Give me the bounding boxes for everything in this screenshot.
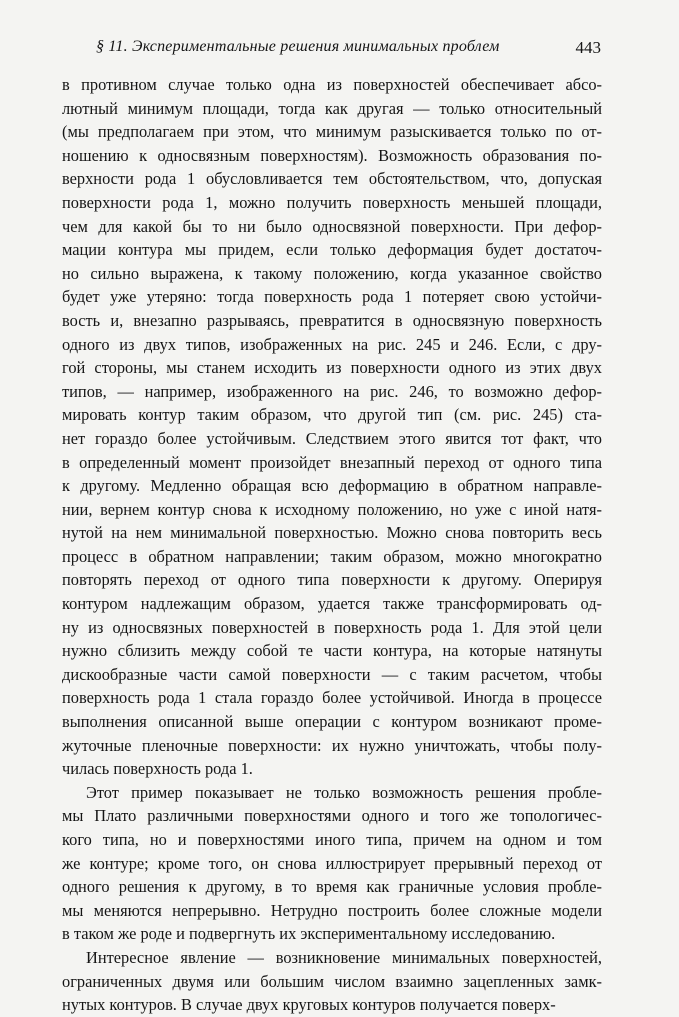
text-line: мы меняются непрерывно. Нетрудно построить более сложные модели bbox=[62, 900, 602, 920]
body-text bbox=[62, 73, 602, 1017]
text-line: в противном случае только одна из поверхностей обеспечивает абсо- bbox=[62, 75, 602, 94]
text-line: верхности рода 1 обусловливается тем обстоятельством, что, допуская bbox=[62, 169, 602, 189]
text-line: одного из двух типов, изображенных на рис. 245 и 246. Если, с дру- bbox=[62, 334, 602, 354]
text-line: в определенный момент произойдет внезапный переход от одного типа bbox=[62, 452, 602, 472]
page-header bbox=[96, 38, 601, 62]
text-line: будет уже утеряно: тогда поверхность рода 1 потеряет свою устойчи- bbox=[62, 287, 602, 307]
text-line: мации контура мы придем, если только деформация будет достаточ- bbox=[62, 240, 602, 260]
text-line: лютный минимум площади, тогда как другая — только относительный bbox=[62, 98, 602, 118]
paragraph bbox=[62, 73, 602, 781]
text-line: кого типа, но и поверхностями иного типа, причем на одном и том bbox=[62, 830, 602, 849]
text-line: нутой на нем минимальной поверхностью. Можно снова повторить весь bbox=[62, 523, 602, 543]
text-line: чилась поверхность рода 1. bbox=[62, 759, 253, 779]
text-line: жуточные пленочные поверхности: их нужно уничтожать, чтобы полу- bbox=[62, 735, 602, 755]
text-line: но сильно выражена, к такому положению, когда указанное свойство bbox=[62, 263, 602, 283]
text-line: ограниченных двумя или большим числом взаимно зацепленных замк- bbox=[62, 971, 602, 991]
text-line: вость и, внезапно разрываясь, превратится в односвязную поверхность bbox=[62, 310, 602, 330]
text-line: нии, вернем контур снова к исходному положению, но уже с иной натя- bbox=[62, 499, 602, 519]
text-line: поверхность рода 1 стала гораздо более устойчивой. Иногда в процессе bbox=[62, 688, 602, 708]
text-line: чем для какой бы то ни было односвязной поверхности. При дефор- bbox=[62, 216, 602, 236]
text-line: Этот пример показывает не только возможность решения пробле- bbox=[86, 782, 602, 802]
text-line: мы Плато различными поверхностями одного и того же топологичес- bbox=[62, 806, 602, 826]
page-number: 443 bbox=[575, 38, 601, 57]
text-line: контуром надлежащим образом, удается также трансформировать од- bbox=[62, 594, 602, 614]
text-line: в таком же роде и подвергнуть их экспериментальному исследованию. bbox=[62, 924, 556, 944]
running-title: § 11. Экспериментальные решения минимальных проблем bbox=[96, 38, 500, 55]
text-line: ну из односвязных поверхностей в поверхность рода 1. Для этой цели bbox=[62, 617, 602, 637]
text-line: к другому. Медленно обращая всю деформацию в обратном направле- bbox=[62, 476, 602, 496]
text-line: выполнения описанной выше операции с контуром возникают проме- bbox=[62, 712, 602, 732]
text-line: процесс в обратном направлении; таким образом, можно многократно bbox=[62, 546, 602, 566]
text-line: одного решения к другому, в то время как граничные условия пробле- bbox=[62, 877, 602, 897]
text-line: гой стороны, мы станем исходить из поверхности одного из этих двух bbox=[62, 358, 602, 378]
text-line: Интересное явление — возникновение минимальных поверхностей, bbox=[86, 947, 602, 967]
text-line: ношению к односвязным поверхностям). Возможность образования по- bbox=[62, 145, 602, 165]
text-line: же контуре; кроме того, он снова иллюстрирует прерывный переход от bbox=[62, 853, 602, 873]
paragraph bbox=[62, 781, 602, 946]
text-line: поверхности рода 1, можно получить поверхность меньшей площади, bbox=[62, 192, 602, 212]
text-line: нутых контуров. В случае двух круговых контуров получается поверх- bbox=[62, 995, 556, 1015]
text-line: типов, — например, изображенного на рис. 246, то возможно дефор- bbox=[62, 381, 602, 401]
text-line: нет гораздо более устойчивым. Следствием этого явится тот факт, что bbox=[62, 428, 602, 448]
text-line: нужно сблизить между собой те части контура, на которые натянуты bbox=[62, 641, 602, 661]
paragraph bbox=[62, 946, 602, 1017]
text-line: (мы предполагаем при этом, что минимум разыскивается только по от- bbox=[62, 122, 602, 142]
text-line: мировать контур таким образом, что другой тип (см. рис. 245) ста- bbox=[62, 405, 602, 425]
text-line: повторять переход от одного типа поверхности к другому. Оперируя bbox=[62, 570, 602, 590]
text-line: дискообразные части самой поверхности — с таким расчетом, чтобы bbox=[62, 664, 602, 684]
